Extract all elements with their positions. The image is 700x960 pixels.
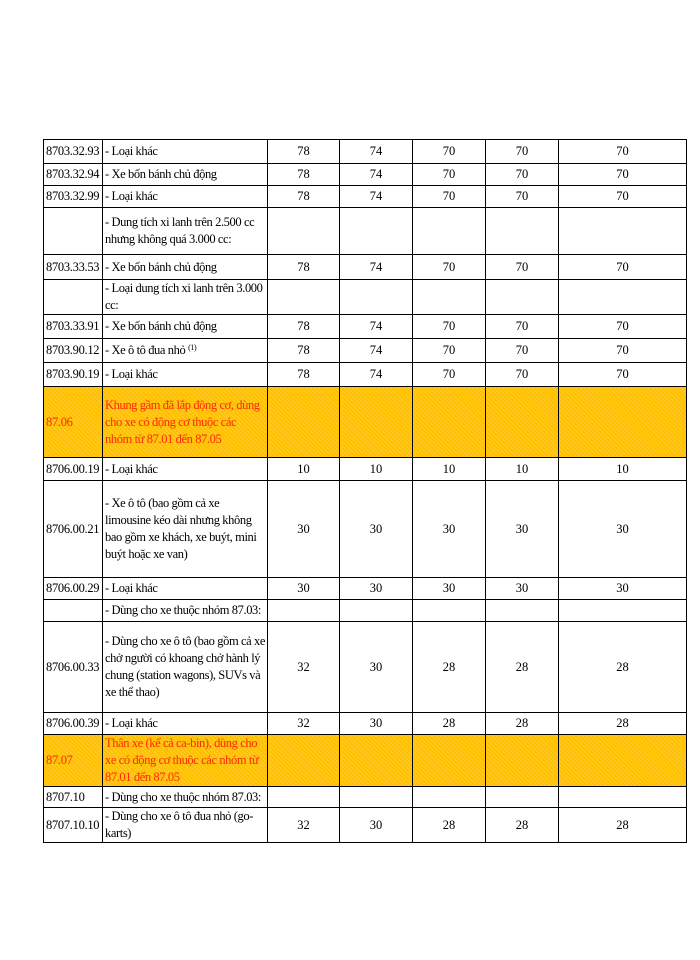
description-text: - Xe ô tô đua nhỏ: [105, 343, 186, 357]
description-text: - Loại dung tích xi lanh trên 3.000 cc:: [105, 281, 263, 312]
table-body: [44, 140, 687, 843]
rate-cell: [559, 600, 687, 622]
description-text: - Loại khác: [105, 581, 158, 595]
table-row: [44, 578, 687, 600]
rate-cell: 28: [413, 622, 486, 713]
rate-cell: [486, 787, 559, 808]
description-text: - Dùng cho xe thuộc nhóm 87.03:: [105, 789, 261, 804]
rate-cell: 78: [268, 339, 340, 363]
rate-cell: 70: [486, 339, 559, 363]
table-row: [44, 787, 687, 808]
rate-cell: 28: [486, 713, 559, 735]
rate-cell: 28: [559, 713, 687, 735]
rate-cell: 74: [340, 164, 413, 186]
rate-cell: [413, 387, 486, 458]
rate-cell: [559, 208, 687, 255]
rate-cell: 70: [413, 255, 486, 280]
rate-cell: [268, 600, 340, 622]
table-row: [44, 339, 687, 363]
description-cell: [103, 363, 268, 387]
rate-cell: [559, 280, 687, 315]
description-text: - Dung tích xi lanh trên 2.500 cc nhưng không quá 3.000 cc:: [105, 215, 255, 246]
description-cell: [103, 140, 268, 164]
rate-cell: [413, 600, 486, 622]
hs-code-cell: 8703.32.94: [44, 164, 103, 186]
hs-code-cell: [44, 208, 103, 255]
table-row: [44, 208, 687, 255]
rate-cell: [413, 208, 486, 255]
description-text: - Xe bốn bánh chủ động: [105, 319, 217, 333]
rate-cell: 70: [559, 363, 687, 387]
description-cell: [103, 458, 268, 481]
description-cell: [103, 387, 268, 458]
rate-cell: [268, 280, 340, 315]
rate-cell: [340, 208, 413, 255]
rate-cell: 32: [268, 713, 340, 735]
description-cell: [103, 164, 268, 186]
rate-cell: 30: [340, 713, 413, 735]
description-text: - Dùng cho xe ô tô (bao gồm cả xe chở người có khoang chở hành lý chung (station wagons), SUVs và xe thể thao): [105, 634, 266, 699]
table-row: [44, 315, 687, 339]
rate-cell: 30: [486, 481, 559, 578]
rate-cell: [413, 280, 486, 315]
rate-cell: [340, 387, 413, 458]
description-cell: [103, 481, 268, 578]
table-row: [44, 255, 687, 280]
hs-code-cell: 8706.00.33: [44, 622, 103, 713]
rate-cell: 70: [413, 315, 486, 339]
table-row: [44, 713, 687, 735]
rate-cell: 70: [486, 363, 559, 387]
description-text: - Xe bốn bánh chủ động: [105, 259, 217, 274]
rate-cell: [486, 387, 559, 458]
footnote-marker: (1): [188, 343, 197, 352]
tariff-table: [43, 139, 687, 843]
rate-cell: [340, 600, 413, 622]
rate-cell: 32: [268, 622, 340, 713]
description-cell: [103, 578, 268, 600]
rate-cell: 32: [268, 808, 340, 843]
rate-cell: 30: [340, 622, 413, 713]
rate-cell: [486, 735, 559, 787]
table-row: [44, 808, 687, 843]
hs-code-cell: 87.06: [44, 387, 103, 458]
rate-cell: 30: [340, 578, 413, 600]
rate-cell: 78: [268, 315, 340, 339]
description-text: - Xe bốn bánh chủ động: [105, 167, 217, 181]
rate-cell: [340, 787, 413, 808]
description-cell: [103, 600, 268, 622]
description-cell: [103, 186, 268, 208]
rate-cell: 30: [340, 808, 413, 843]
description-text: Khung gầm đã lắp động cơ, dùng cho xe có động cơ thuộc các nhóm từ 87.01 đến 87.05: [105, 397, 260, 446]
description-text: - Loại khác: [105, 367, 158, 381]
description-cell: [103, 208, 268, 255]
rate-cell: 30: [559, 481, 687, 578]
description-cell: [103, 735, 268, 787]
table-row: [44, 280, 687, 315]
rate-cell: 70: [413, 186, 486, 208]
description-text: - Loại khác: [105, 716, 158, 730]
rate-cell: 74: [340, 186, 413, 208]
rate-cell: [340, 735, 413, 787]
rate-cell: [268, 735, 340, 787]
rate-cell: [486, 208, 559, 255]
rate-cell: [340, 280, 413, 315]
rate-cell: 28: [559, 622, 687, 713]
rate-cell: [559, 735, 687, 787]
rate-cell: 30: [413, 481, 486, 578]
heading-row: [44, 735, 687, 787]
rate-cell: 28: [486, 808, 559, 843]
description-cell: [103, 255, 268, 280]
description-cell: [103, 622, 268, 713]
description-cell: [103, 713, 268, 735]
table-row: [44, 600, 687, 622]
rate-cell: 78: [268, 140, 340, 164]
rate-cell: 78: [268, 363, 340, 387]
rate-cell: [413, 787, 486, 808]
hs-code-cell: 8706.00.19: [44, 458, 103, 481]
hs-code-cell: 8703.32.93: [44, 140, 103, 164]
rate-cell: [268, 387, 340, 458]
rate-cell: 70: [559, 186, 687, 208]
hs-code-cell: 8707.10.10: [44, 808, 103, 843]
table-row: [44, 186, 687, 208]
rate-cell: 28: [559, 808, 687, 843]
rate-cell: 28: [413, 713, 486, 735]
rate-cell: 30: [268, 578, 340, 600]
description-cell: [103, 808, 268, 843]
table-row: [44, 363, 687, 387]
hs-code-cell: 8707.10: [44, 787, 103, 808]
rate-cell: 30: [559, 578, 687, 600]
rate-cell: [486, 280, 559, 315]
hs-code-cell: [44, 280, 103, 315]
hs-code-cell: 8706.00.39: [44, 713, 103, 735]
description-text: - Loại khác: [105, 461, 158, 476]
hs-code-cell: 8703.90.19: [44, 363, 103, 387]
hs-code-cell: 8706.00.21: [44, 481, 103, 578]
rate-cell: [559, 387, 687, 458]
rate-cell: 78: [268, 164, 340, 186]
rate-cell: 70: [559, 255, 687, 280]
rate-cell: 10: [486, 458, 559, 481]
hs-code-cell: 8703.33.91: [44, 315, 103, 339]
rate-cell: 70: [486, 164, 559, 186]
rate-cell: 28: [486, 622, 559, 713]
rate-cell: [486, 600, 559, 622]
rate-cell: 78: [268, 186, 340, 208]
rate-cell: 70: [413, 339, 486, 363]
description-text: - Loại khác: [105, 189, 158, 203]
description-text: - Loại khác: [105, 144, 158, 158]
rate-cell: 70: [559, 164, 687, 186]
heading-row: [44, 387, 687, 458]
rate-cell: 28: [413, 808, 486, 843]
rate-cell: [413, 735, 486, 787]
rate-cell: 70: [413, 140, 486, 164]
rate-cell: 74: [340, 255, 413, 280]
rate-cell: 70: [486, 255, 559, 280]
description-cell: [103, 339, 268, 363]
description-text: - Xe ô tô (bao gồm cả xe limousine kéo dài nhưng không bao gồm xe khách, xe buýt, mini buýt hoặc xe van): [105, 496, 257, 561]
rate-cell: 30: [413, 578, 486, 600]
description-text: - Dùng cho xe ô tô đua nhỏ (go-karts): [105, 809, 253, 840]
hs-code-cell: 8703.90.12: [44, 339, 103, 363]
rate-cell: 78: [268, 255, 340, 280]
rate-cell: 10: [559, 458, 687, 481]
table-row: [44, 164, 687, 186]
rate-cell: 70: [413, 164, 486, 186]
rate-cell: 74: [340, 140, 413, 164]
rate-cell: [268, 208, 340, 255]
rate-cell: 74: [340, 339, 413, 363]
rate-cell: 70: [559, 315, 687, 339]
rate-cell: 30: [486, 578, 559, 600]
rate-cell: 70: [486, 186, 559, 208]
rate-cell: 70: [413, 363, 486, 387]
hs-code-cell: 8703.33.53: [44, 255, 103, 280]
rate-cell: 70: [486, 140, 559, 164]
rate-cell: 74: [340, 315, 413, 339]
description-cell: [103, 280, 268, 315]
description-text: - Dùng cho xe thuộc nhóm 87.03:: [105, 603, 261, 617]
rate-cell: 74: [340, 363, 413, 387]
hs-code-cell: 8706.00.29: [44, 578, 103, 600]
hs-code-cell: 8703.32.99: [44, 186, 103, 208]
hs-code-cell: 87.07: [44, 735, 103, 787]
rate-cell: [559, 787, 687, 808]
table-row: [44, 458, 687, 481]
rate-cell: 70: [559, 339, 687, 363]
table-row: [44, 622, 687, 713]
description-text: Thân xe (kể cả ca-bin), dùng cho xe có động cơ thuộc các nhóm từ 87.01 đến 87.05: [105, 736, 259, 784]
table-row: [44, 481, 687, 578]
table-row: [44, 140, 687, 164]
rate-cell: 10: [340, 458, 413, 481]
rate-cell: 70: [559, 140, 687, 164]
rate-cell: 30: [268, 481, 340, 578]
rate-cell: [268, 787, 340, 808]
rate-cell: 70: [486, 315, 559, 339]
rate-cell: 10: [268, 458, 340, 481]
hs-code-cell: [44, 600, 103, 622]
rate-cell: 30: [340, 481, 413, 578]
description-cell: [103, 787, 268, 808]
rate-cell: 10: [413, 458, 486, 481]
description-cell: [103, 315, 268, 339]
